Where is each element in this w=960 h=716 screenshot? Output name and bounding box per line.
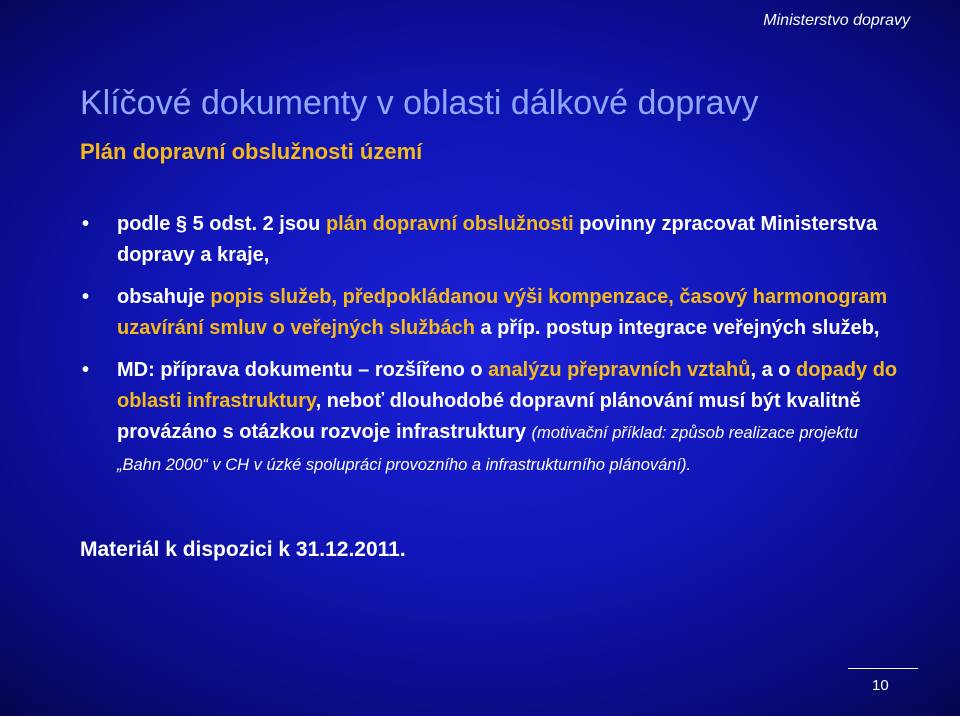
bullet-item-2 bbox=[80, 282, 900, 344]
bullet-text: podle § 5 odst. 2 jsou bbox=[117, 213, 326, 235]
bullet-text: povinny zpracovat Ministerstva dopravy a kraje, bbox=[117, 213, 878, 266]
bullet-text: MD: příprava dokumentu – rozšířeno o bbox=[117, 359, 489, 381]
material-availability: Materiál k dispozici k 31.12.2011. bbox=[80, 538, 406, 561]
bullet-highlight: popis služeb, předpokládanou výši kompenzace, časový harmonogram uzavírání smluv o veřejných službách bbox=[117, 286, 888, 339]
bullet-dot: • bbox=[82, 359, 90, 381]
bullet-dot: • bbox=[82, 213, 90, 235]
bullet-note: (motivační příklad: způsob realizace projektu „Bahn 2000“ v CH v úzké spolupráci provozního a infrastrukturního plánování). bbox=[117, 424, 859, 474]
bullet-text: , neboť dlouhodobé dopravní plánování musí být kvalitně provázáno s otázkou rozvoje infrastruktury bbox=[117, 390, 861, 443]
bullet-text: a příp. postup integrace veřejných služeb, bbox=[474, 317, 880, 339]
bullet-highlight: analýzu přepravních vztahů bbox=[488, 359, 751, 381]
bullet-dot: • bbox=[82, 286, 90, 308]
page-number: 10 bbox=[872, 677, 889, 694]
slide-title: Klíčové dokumenty v oblasti dálkové dopravy bbox=[80, 84, 759, 122]
bullet-list bbox=[80, 209, 900, 492]
bullet-highlight: plán dopravní obslužnosti bbox=[325, 213, 574, 235]
bullet-item-1 bbox=[80, 209, 900, 271]
page-number-divider bbox=[848, 668, 918, 669]
bullet-text: , a o bbox=[750, 359, 797, 381]
bullet-highlight: dopady do oblasti infrastruktury bbox=[117, 359, 898, 412]
bullet-text: obsahuje bbox=[117, 286, 211, 308]
header-ministry: Ministerstvo dopravy bbox=[763, 12, 910, 29]
bullet-item-3 bbox=[80, 355, 900, 481]
slide-subtitle: Plán dopravní obslužnosti území bbox=[80, 139, 423, 164]
